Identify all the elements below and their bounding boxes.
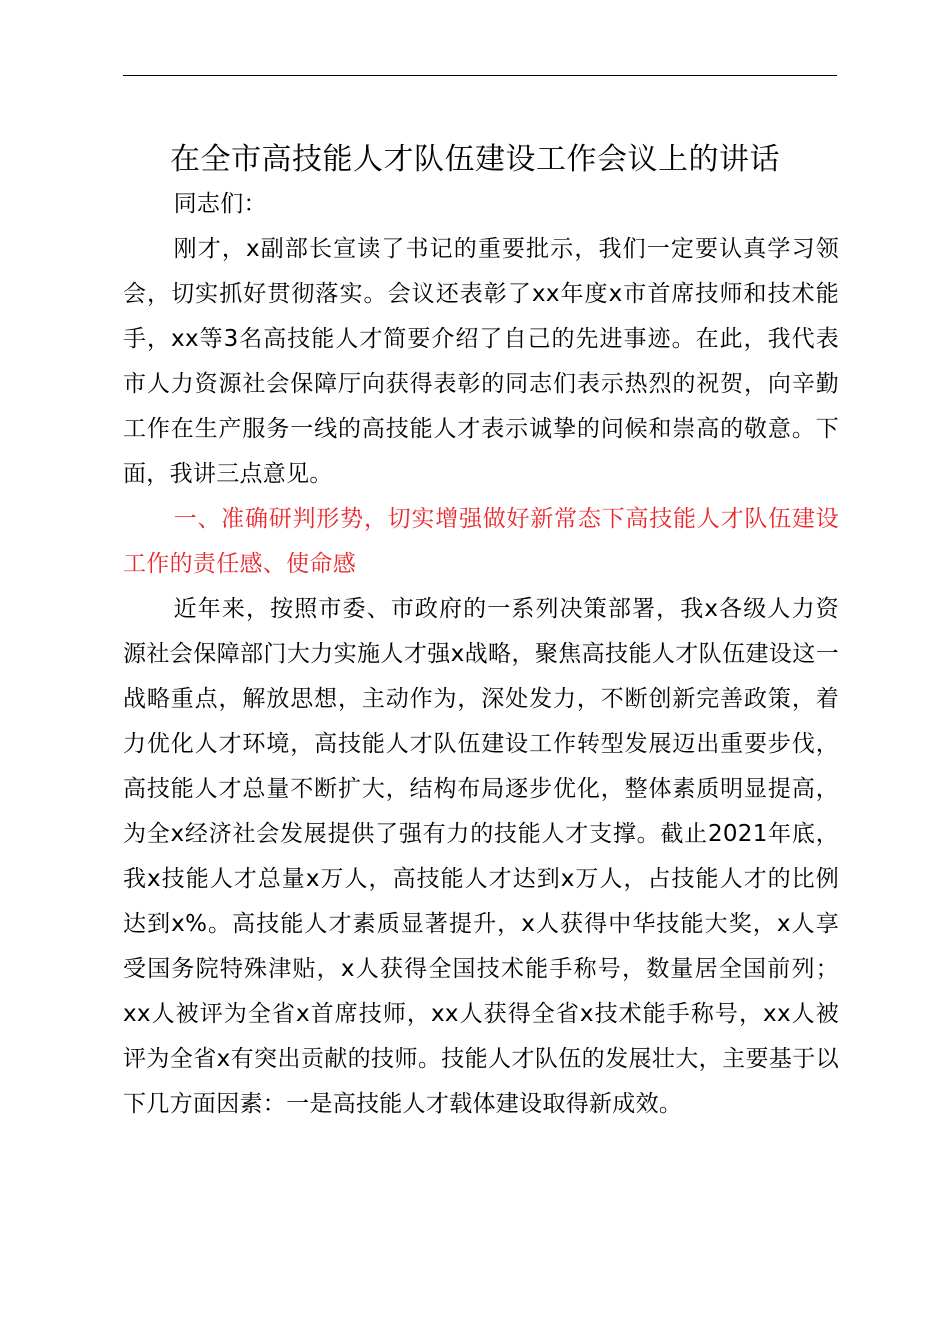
section-heading-1: 一、准确研判形势，切实增强做好新常态下高技能人才队伍建设工作的责任感、使命感 bbox=[123, 506, 839, 577]
body-paragraph-opening: 刚才，x副部长宣读了书记的重要批示，我们一定要认真学习领会，切实抓好贯彻落实。会议还表彰了xx年度x市首席技师和技术能手，xx等3名高技能人才简要介绍了自己的先进事迹。在此，我代表市人力资源社会保障厅向获得表彰的同志们表示热烈的祝贺，向辛勤工作在生产服务一线的高技能人才表示诚挚的问候和崇高的敬意。下面，我讲三点意见。 bbox=[123, 236, 839, 487]
document-title: 在全市高技能人才队伍建设工作会议上的讲话 bbox=[170, 142, 780, 177]
document-body bbox=[123, 182, 839, 1127]
body-paragraph-situation: 近年来，按照市委、市政府的一系列决策部署，我x各级人力资源社会保障部门大力实施人才强x战略，聚焦高技能人才队伍建设这一战略重点，解放思想，主动作为，深处发力，不断创新完善政策，着力优化人才环境，高技能人才队伍建设工作转型发展迈出重要步伐，高技能人才总量不断扩大，结构布局逐步优化，整体素质明显提高，为全x经济社会发展提供了强有力的技能人才支撑。截止2021年底，我x技能人才总量x万人，高技能人才达到x万人，占技能人才的比例达到x%。高技能人才素质显著提升，x人获得中华技能大奖，x人享受国务院特殊津贴，x人获得全国技术能手称号，数量居全国前列；xx人被评为全省x首席技师，xx人获得全省x技术能手称号，xx人被评为全省x有突出贡献的技师。技能人才队伍的发展壮大，主要基于以下几方面因素：一是高技能人才载体建设取得新成效。 bbox=[123, 596, 839, 1117]
header-rule bbox=[123, 75, 837, 76]
salutation: 同志们： bbox=[173, 191, 267, 217]
